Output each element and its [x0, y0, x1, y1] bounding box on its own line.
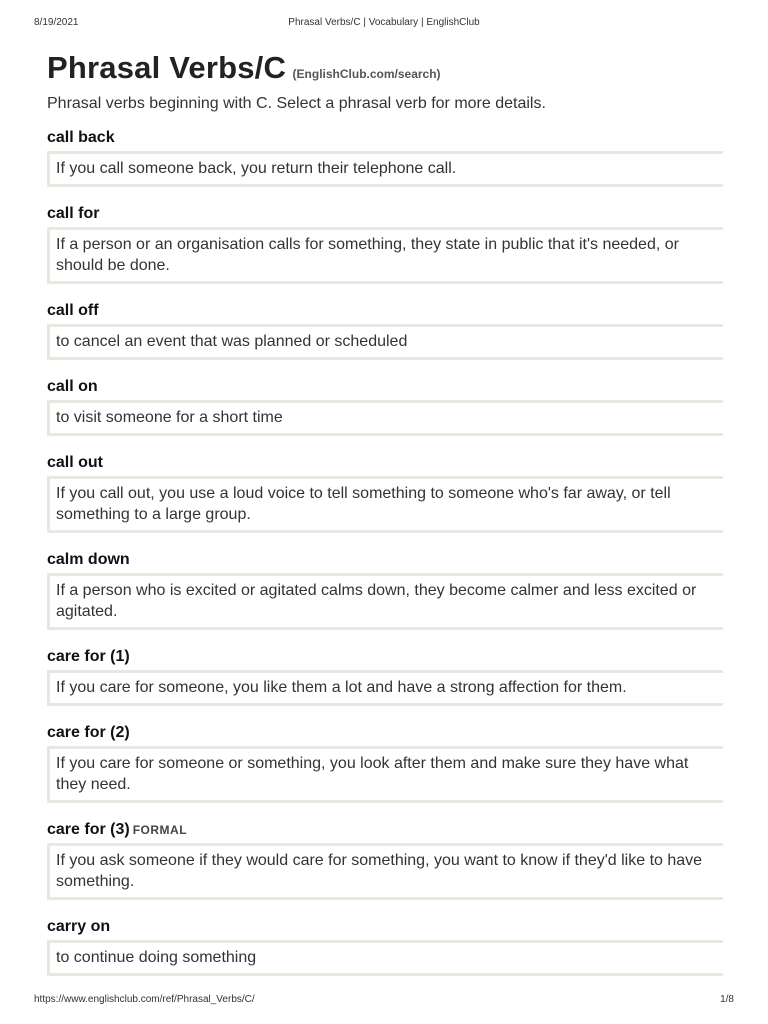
phrasal-verb-entry [47, 128, 732, 187]
title-row [47, 50, 732, 90]
print-doc-title: Phrasal Verbs/C | Vocabulary | EnglishClub [288, 17, 480, 28]
phrasal-verb-term: call for [47, 205, 100, 222]
phrasal-verb-definition: to continue doing something [47, 940, 723, 976]
phrasal-verb-link[interactable] [47, 820, 732, 840]
phrasal-verb-definition: If you call out, you use a loud voice to tell something to someone who's far away, or tell something to a large group. [47, 476, 723, 533]
phrasal-verb-term: call on [47, 378, 98, 395]
phrasal-verb-entry [47, 453, 732, 533]
phrasal-verb-term: care for (1) [47, 648, 130, 665]
phrasal-verb-link[interactable] [47, 301, 732, 321]
phrasal-verb-definition: to cancel an event that was planned or scheduled [47, 324, 723, 360]
print-footer [0, 994, 768, 1008]
phrasal-verb-term: care for (2) [47, 724, 130, 741]
phrasal-verb-definition: If you call someone back, you return their telephone call. [47, 151, 723, 187]
print-header [0, 17, 768, 31]
phrasal-verb-entry [47, 723, 732, 803]
phrasal-verb-term: carry on [47, 918, 111, 935]
phrasal-verb-definition: If a person who is excited or agitated calms down, they become calmer and less excited or agitated. [47, 573, 723, 630]
phrasal-verb-term: call back [47, 129, 115, 146]
phrasal-verb-term: call off [47, 302, 99, 319]
phrasal-verb-entry [47, 204, 732, 284]
phrasal-verb-list [47, 128, 732, 976]
phrasal-verb-definition: If you care for someone, you like them a lot and have a strong affection for them. [47, 670, 723, 706]
source-link[interactable]: (EnglishClub.com/search) [292, 67, 441, 81]
phrasal-verb-definition: If you care for someone or something, you look after them and make sure they have what they need. [47, 746, 723, 803]
phrasal-verb-entry [47, 820, 732, 900]
page-number: 1/8 [720, 994, 734, 1005]
phrasal-verb-link[interactable] [47, 204, 732, 224]
phrasal-verb-term: calm down [47, 551, 130, 568]
phrasal-verb-entry [47, 917, 732, 976]
phrasal-verb-term: call out [47, 454, 104, 471]
phrasal-verb-term: care for (3) [47, 821, 130, 838]
phrasal-verb-link[interactable] [47, 647, 732, 667]
phrasal-verb-definition: If you ask someone if they would care for something, you want to know if they'd like to have something. [47, 843, 723, 900]
phrasal-verb-entry [47, 550, 732, 630]
register-tag: FORMAL [132, 823, 188, 837]
intro-text: Phrasal verbs beginning with C. Select a phrasal verb for more details. [47, 95, 546, 112]
phrasal-verb-entry [47, 301, 732, 360]
phrasal-verb-link[interactable] [47, 453, 732, 473]
phrasal-verb-entry [47, 377, 732, 436]
phrasal-verb-link[interactable] [47, 377, 732, 397]
print-date: 8/19/2021 [34, 17, 79, 28]
phrasal-verb-link[interactable] [47, 128, 732, 148]
phrasal-verb-entry [47, 647, 732, 706]
phrasal-verb-link[interactable] [47, 550, 732, 570]
main-content [47, 50, 732, 993]
phrasal-verb-definition: If a person or an organisation calls for something, they state in public that it's needed, or should be done. [47, 227, 723, 284]
phrasal-verb-link[interactable] [47, 723, 732, 743]
print-url: https://www.englishclub.com/ref/Phrasal_Verbs/C/ [34, 994, 255, 1005]
phrasal-verb-definition: to visit someone for a short time [47, 400, 723, 436]
page-title: Phrasal Verbs/C [47, 50, 287, 85]
phrasal-verb-link[interactable] [47, 917, 732, 937]
